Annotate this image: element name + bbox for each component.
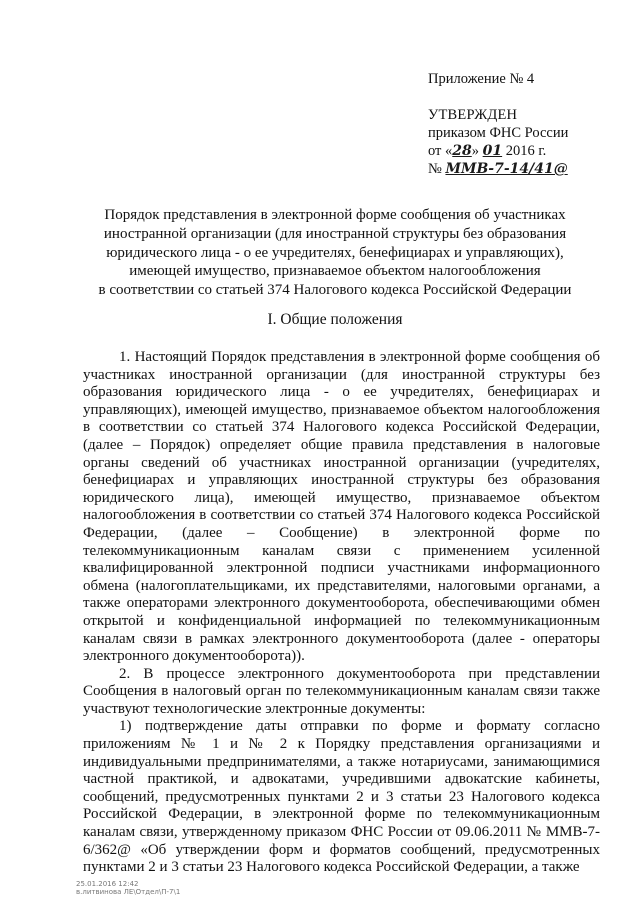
title-line: юридического лица - о ее учредителях, бенефициарах и управляющих), [106,244,564,261]
paragraph-2-item-1: 1) подтверждение даты отправки по форме и формату согласно приложениям № 1 и № 2 к Порядку представления организациями и индивидуальными предпринимателями, а также нотариусами, занимающимися частной практикой, и адвокатами, учредившими адвокатские кабинеты, сообщений, предусмотренных пунктами 2 и 3 статьи 23 Налогового кодекса Российской Федерации, в электронной форме по телекоммуникационным каналам связи, утвержденному приказом ФНС России от 09.06.2011 № ММВ-7-6/362@ «Об утверждении форм и форматов сообщений, предусмотренных пунктами 2 и 3 статьи 23 Налогового кодекса Российской Федерации, а также [83,718,600,876]
date-year: 2016 г. [502,143,547,159]
title-line: Порядок представления в электронной форме сообщения об участниках [104,207,566,223]
date-separator: » [471,143,483,159]
document-body [83,349,600,877]
approved-label: УТВЕРЖДЕН [428,107,518,123]
paragraph-2: 2. В процессе электронного документооборота при представлении Сообщения в налоговый орган по телекоммуникационным каналам связи также участвуют технологические электронные документы: [83,665,600,717]
handwritten-day: 28 [452,143,472,159]
print-footer [76,880,216,896]
title-line: имеющей имущество, признаваемое объектом налогообложения [129,263,541,280]
handwritten-number: ММВ-7-14/41@ [445,161,568,177]
approval-date [428,142,628,160]
footer-line: 25.01.2016 12:42 [76,880,139,888]
order-label: приказом ФНС России [428,125,569,141]
document-title [88,206,582,300]
title-line: иностранной организации (для иностранной структуры без образования [103,225,567,242]
number-prefix: № [428,161,446,177]
paragraph-1: 1. Настоящий Порядок представления в электронной форме сообщения об участниках иностранной организации (для иностранной структуры без образования юридического лица - о ее учредителях, бенефициарах и управляющих), имеющей имущество, признаваемое объектом налогообложения в соответствии со статьей 374 Налогового кодекса Российской Федерации, (далее – Порядок) определяет общие правила представления в налоговые органы сведений об участниках иностранной организации (учредителях, бенефициарах и управляющих иностранной структуры без образования юридического лица), имеющей имущество, признаваемое объектом налогообложения в соответствии со статьей 374 Налогового кодекса Российской Федерации, (далее – Сообщение) в электронной форме по телекоммуникационным каналам связи с применением усиленной квалифицированной электронной подписи участниками информационного обмена (налогоплательщиками, их представителями, налоговыми органами, а также операторами электронного документооборота, обеспечивающими обмен открытой и конфиденциальной информацией по телекоммуникационным каналам связи в рамках электронного документооборота (далее - операторы электронного документооборота)). [83,349,600,665]
appendix-label: Приложение № 4 [428,71,535,87]
footer-line: в.литвинова ЛЕ\Отдел\П-7\1 [76,888,181,896]
approval-block [428,70,628,178]
title-line: в соответствии со статьей 374 Налогового кодекса Российской Федерации [98,282,572,299]
section-heading: I. Общие положения [267,311,403,328]
handwritten-month: 01 [482,143,503,159]
date-prefix: от « [428,143,453,159]
approval-number [428,160,628,178]
